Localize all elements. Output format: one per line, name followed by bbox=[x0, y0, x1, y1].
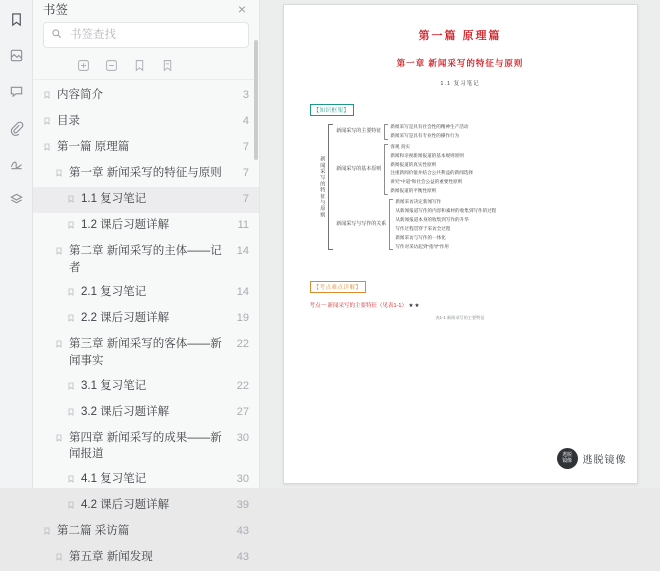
attachment-icon[interactable] bbox=[5, 116, 27, 138]
bookmark-item-page: 39 bbox=[236, 499, 249, 512]
mindmap-root: 新闻采写的特征与原则 bbox=[319, 156, 326, 219]
doc-heading-part: 第一篇 原理篇 bbox=[418, 30, 502, 42]
mindmap-leaf: 新闻报道的真实性原则 bbox=[390, 161, 437, 167]
watermark-text: 逃脱镜像 bbox=[582, 455, 627, 466]
mindmap-leaf: 客观 真实 bbox=[390, 143, 410, 149]
tool-rail bbox=[0, 0, 33, 488]
bookmark-item-label: 4.1 复习笔记 bbox=[81, 473, 147, 486]
knowledge-framework-tag: 【知识框架】 bbox=[310, 104, 354, 116]
mindmap-leaf: 讲究“中道”和社会公益的重要性原则 bbox=[390, 179, 463, 185]
bookmark-item-page: 30 bbox=[236, 431, 249, 444]
bookmark-icon bbox=[43, 141, 52, 152]
bookmark-item-label: 4.2 课后习题详解 bbox=[81, 499, 170, 512]
bookmark-item-label: 第三章 新闻采写的客体——新闻事实 bbox=[69, 338, 222, 368]
watermark-logo-icon: 逃脱 镜像 bbox=[557, 448, 578, 469]
bookmark-item-page: 27 bbox=[236, 405, 249, 418]
mindmap-leaf: 新闻报道的平衡性原则 bbox=[390, 188, 437, 194]
mindmap-leaf: 新闻采写是具有专业性的操作行为 bbox=[390, 132, 460, 138]
mindmap-leaves bbox=[390, 144, 473, 195]
bookmark-item-page: 7 bbox=[242, 193, 249, 205]
mindmap-sub-brace bbox=[384, 124, 388, 140]
bookmark-icon bbox=[43, 89, 52, 100]
bookmark-icon bbox=[67, 312, 76, 323]
doc-heading-section: 1.1 复习笔记 bbox=[440, 81, 480, 87]
bookmark-item-page: 43 bbox=[236, 551, 249, 564]
mindmap-leaf: 新闻采写是具有社会性的精神生产活动 bbox=[390, 124, 469, 129]
bookmark-icon bbox=[55, 432, 64, 443]
bookmark-item-page: 7 bbox=[242, 141, 249, 153]
bookmark-item-page: 11 bbox=[237, 219, 249, 231]
bookmark-item[interactable] bbox=[33, 545, 259, 571]
bookmark-icon bbox=[67, 380, 76, 391]
figure-caption: 表1-1 新闻采写的主要特征 bbox=[435, 315, 485, 321]
mindmap-leaf: 写作对采访起到“指导”作用 bbox=[395, 243, 449, 249]
search-icon bbox=[51, 26, 62, 44]
mindmap-brace bbox=[328, 124, 333, 250]
bookmark-item[interactable] bbox=[33, 519, 259, 545]
bookmark-item[interactable] bbox=[33, 374, 259, 400]
mindmap-leaf: 从新闻报道本身的收集到写作的升华 bbox=[395, 216, 469, 222]
mindmap-leaf: 注重新闻价值并结合公共利益的新闻选择 bbox=[390, 170, 474, 176]
bookmark-item-label: 目录 bbox=[57, 115, 80, 127]
kaodian-line bbox=[310, 301, 611, 309]
search-box[interactable] bbox=[43, 22, 249, 48]
bookmark-item-label: 第一章 新闻采写的特征与原则 bbox=[69, 167, 222, 179]
bookmark-item[interactable] bbox=[33, 109, 259, 135]
bookmark-item-page: 14 bbox=[236, 286, 249, 299]
collapse-bookmark-tool[interactable] bbox=[159, 57, 175, 73]
bookmark-item[interactable] bbox=[33, 280, 259, 306]
mindmap-leaf: 从新闻报道写作的内容和素材的收集到写作的过程 bbox=[395, 208, 497, 214]
bookmark-item-label: 2.1 复习笔记 bbox=[81, 286, 147, 299]
layers-icon[interactable] bbox=[5, 188, 27, 210]
kaodian-stars: ★★ bbox=[408, 303, 421, 310]
bookmark-item-label: 3.1 复习笔记 bbox=[81, 379, 147, 392]
bookmark-icon bbox=[67, 286, 76, 297]
bookmark-icon bbox=[55, 551, 64, 562]
edit-bookmark-tool[interactable] bbox=[131, 57, 147, 73]
mindmap-branch-label: 新闻采写的主要特征 bbox=[336, 128, 382, 135]
bookmark-item[interactable] bbox=[33, 306, 259, 332]
bookmark-item-label: 2.2 课后习题详解 bbox=[81, 312, 170, 325]
bookmark-icon bbox=[67, 499, 76, 510]
bookmark-item-label: 1.1 复习笔记 bbox=[81, 193, 147, 205]
points-tag: 【考点难点详解】 bbox=[310, 281, 366, 293]
bookmark-item-label: 第一篇 原理篇 bbox=[57, 141, 130, 153]
mindmap-sub-brace bbox=[389, 199, 393, 250]
bookmark-item[interactable] bbox=[33, 239, 259, 280]
bookmark-item-label: 内容简介 bbox=[57, 89, 103, 101]
bookmark-item-page: 22 bbox=[236, 338, 249, 351]
bookmark-scrollbar[interactable] bbox=[254, 40, 258, 160]
bookmark-item[interactable] bbox=[33, 426, 259, 467]
mindmap-leaf: 新闻采访与写作的一体化 bbox=[395, 234, 446, 240]
bookmark-item-page: 19 bbox=[236, 312, 249, 325]
bookmark-item[interactable] bbox=[33, 83, 259, 109]
bookmark-icon bbox=[55, 245, 64, 256]
mindmap-branch bbox=[336, 124, 496, 140]
bookmark-item-page: 7 bbox=[242, 167, 249, 179]
comment-icon[interactable] bbox=[5, 80, 27, 102]
bookmark-icon bbox=[55, 167, 64, 178]
add-bookmark-tool[interactable] bbox=[75, 57, 91, 73]
search-input[interactable] bbox=[68, 28, 241, 42]
bookmark-icon bbox=[67, 193, 76, 204]
bookmark-item-page: 3 bbox=[242, 89, 249, 101]
mindmap-branch bbox=[336, 144, 496, 195]
bookmark-icon bbox=[67, 473, 76, 484]
panel-title: 书签 bbox=[43, 3, 69, 17]
bookmark-item-label: 第四章 新闻采写的成果——新闻报道 bbox=[69, 431, 222, 461]
bookmark-icon bbox=[55, 338, 64, 349]
bookmark-item-label: 3.2 课后习题详解 bbox=[81, 405, 170, 418]
mindmap bbox=[318, 124, 611, 250]
bookmark-item-label: 1.2 课后习题详解 bbox=[81, 219, 170, 231]
bookmark-item[interactable] bbox=[33, 332, 259, 373]
document-page bbox=[283, 4, 638, 484]
bookmark-panel-icon[interactable] bbox=[5, 8, 27, 30]
bookmark-item[interactable] bbox=[33, 135, 259, 161]
bookmark-item[interactable] bbox=[33, 467, 259, 493]
mindmap-branch-label: 新闻采写的基本原则 bbox=[336, 165, 382, 172]
doc-heading-chapter: 第一章 新闻采写的特征与原则 bbox=[396, 58, 524, 68]
bookmark-item-page: 30 bbox=[236, 473, 249, 486]
bookmark-icon bbox=[67, 406, 76, 417]
mindmap-branches bbox=[336, 124, 496, 250]
bookmark-icon bbox=[43, 115, 52, 126]
bookmark-list[interactable] bbox=[33, 80, 259, 571]
bookmark-toolbar bbox=[33, 54, 259, 80]
bookmark-panel-header bbox=[33, 0, 259, 18]
mindmap-branch-label: 新闻采写与写作的关系 bbox=[336, 221, 387, 228]
bookmark-icon bbox=[67, 219, 76, 230]
bookmark-search-area bbox=[33, 18, 259, 54]
kaodian-text: 考点一 新闻采写的主要特征（见表1-1） bbox=[309, 303, 407, 310]
mindmap-leaves bbox=[395, 199, 496, 250]
mindmap-leaf: 写作过程贯穿于采访全过程 bbox=[395, 225, 451, 231]
bookmark-item[interactable] bbox=[33, 187, 259, 213]
bookmark-item-page: 22 bbox=[236, 379, 249, 392]
bookmark-item-label: 第五章 新闻发现 bbox=[69, 551, 153, 564]
bookmark-item[interactable] bbox=[33, 213, 259, 239]
bookmark-item-page: 4 bbox=[242, 115, 249, 127]
bookmark-item[interactable] bbox=[33, 400, 259, 426]
bookmark-icon bbox=[43, 525, 52, 536]
bookmark-item[interactable] bbox=[33, 161, 259, 187]
watermark bbox=[557, 448, 627, 469]
mindmap-leaf: 新闻采访决定新闻写作 bbox=[395, 199, 442, 205]
bookmark-item-label: 第二章 新闻采写的主体——记者 bbox=[69, 245, 222, 274]
bookmark-item[interactable] bbox=[33, 493, 259, 519]
document-viewer bbox=[260, 0, 660, 488]
bookmark-item-label: 第二篇 采访篇 bbox=[57, 525, 130, 538]
bookmark-item-page: 14 bbox=[236, 245, 249, 257]
bookmark-item-page: 43 bbox=[236, 525, 249, 538]
bookmark-panel bbox=[33, 0, 260, 564]
thumbnail-icon[interactable] bbox=[5, 44, 27, 66]
signature-icon[interactable] bbox=[5, 152, 27, 174]
mindmap-leaf: 新闻和亲视新闻报道的基本规则原则 bbox=[390, 152, 464, 158]
mindmap-sub-brace bbox=[384, 144, 388, 195]
mindmap-leaves bbox=[390, 124, 468, 140]
mindmap-branch bbox=[336, 199, 496, 250]
delete-bookmark-tool[interactable] bbox=[103, 57, 119, 73]
close-icon[interactable]: × bbox=[237, 1, 247, 17]
